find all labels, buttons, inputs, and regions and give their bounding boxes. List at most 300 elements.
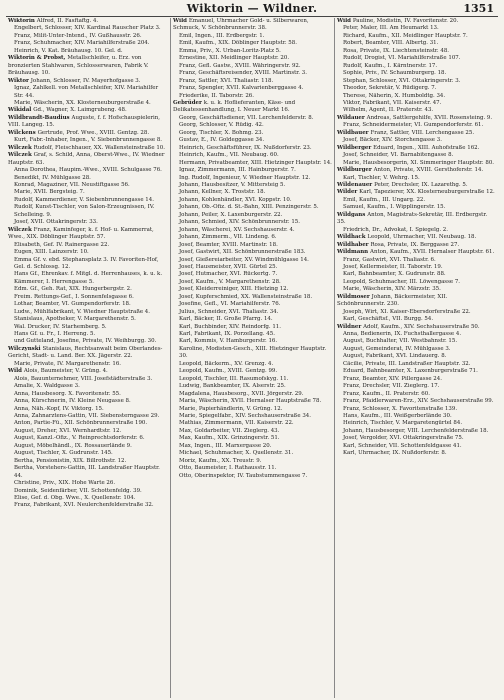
entry-details: Johann, Bäckermeister, XII. Schönbrunnerstr. 230. xyxy=(337,293,448,308)
entry-details: Karl, Bäcker, II. Große Pfarrg. 14. xyxy=(179,316,273,323)
directory-entry xyxy=(8,368,168,375)
entry-surname: Wildbrandt-Baudius xyxy=(8,114,72,121)
directory-entry xyxy=(173,137,332,144)
entry-details: Marie, Private, IV. Margarethenstr. 16. xyxy=(14,360,122,367)
entry-surname: Wildauer xyxy=(337,114,367,121)
directory-entry xyxy=(8,406,168,413)
directory-entry xyxy=(337,443,496,450)
directory-entry xyxy=(337,189,496,196)
directory-entry xyxy=(337,25,496,32)
entry-details: Rudolf, Fleischhauer, XX. Wallensteinstraße 10. xyxy=(33,144,165,151)
entry-details: Eugen, XIII. Lainzerstr. 10. xyxy=(14,249,89,256)
directory-entry xyxy=(337,204,496,211)
entry-details: Otto, Baumeister, I. Rathausstr. 11. xyxy=(179,465,277,472)
entry-details: Karl, Bahnbeamter, X. Gudrunstr. 88. xyxy=(343,271,446,278)
directory-entry xyxy=(8,40,168,47)
entry-details: Magdalena, Hausbesorg., XVII. Jörgerstr. 29. xyxy=(179,390,304,397)
entry-details: Anna Dorothea, Haupim.-Wwe., XVIII. Schulgasse 76. xyxy=(14,167,162,174)
directory-entry xyxy=(173,93,332,100)
entry-details: Elise, Gef. d. Obg. Wwe., X. Quellenstr. 104. xyxy=(14,495,136,501)
entry-details: Rudolf, Kammerdiener, V. Siebenbrunnengasse 14. xyxy=(14,196,154,203)
directory-entry xyxy=(8,55,168,77)
directory-entry xyxy=(173,249,332,256)
entry-details: Maria, Wäscherin, XVII. Hernalser Hauptstraße 78. xyxy=(179,398,322,405)
directory-entry xyxy=(173,435,332,442)
directory-entry xyxy=(8,249,168,256)
entry-surname: Wilczek xyxy=(8,226,34,233)
entry-details: Emil, Kaufm., III. Ungarg. 22. xyxy=(343,196,426,203)
directory-entry xyxy=(8,398,168,405)
entry-details: Franz, Beamter, XIV. Pillergasse 24. xyxy=(343,375,442,382)
running-title: Wiktorin — Wildner. xyxy=(186,2,318,15)
entry-details: Anton, Private, XVIII. Gersthoferstr. 14. xyxy=(373,167,484,174)
directory-entry xyxy=(173,70,332,77)
entry-surname: Wildburger xyxy=(337,167,374,174)
entry-surname: Wiktorin xyxy=(8,18,37,24)
directory-entry xyxy=(8,227,168,242)
entry-details: Marie, Wäscherin, XX. Klosterneuburgerstraße 4. xyxy=(14,99,151,106)
entry-surname: Wildgans xyxy=(337,211,368,218)
directory-entry xyxy=(337,130,496,137)
directory-entry xyxy=(173,175,332,182)
entry-details: Josef, Kaufm., V. Margarethenstr. 28. xyxy=(179,278,281,285)
directory-entry xyxy=(8,361,168,368)
entry-details: Wilhelm, Agent, II. Praterstr. 43. xyxy=(343,107,434,114)
entry-surname: Wikidal xyxy=(8,107,34,114)
directory-entry xyxy=(337,406,496,413)
directory-entry xyxy=(8,338,168,345)
directory-entry xyxy=(8,286,168,293)
entry-details: und Gutteland, Josefine, Private, IV. Weihburgg. 30. xyxy=(14,338,157,345)
directory-entry xyxy=(337,122,496,129)
directory-entry xyxy=(337,48,496,55)
directory-entry xyxy=(337,361,496,368)
directory-entry xyxy=(173,316,332,323)
directory-entry xyxy=(173,376,332,383)
header-rule xyxy=(6,16,498,17)
directory-column-3 xyxy=(334,18,498,698)
directory-entry xyxy=(337,100,496,107)
entry-details: Peter, Drechsler, IX. Lazarethg. 5. xyxy=(374,181,468,188)
entry-details: August, Gemeinderat, IV. Mühlgasse 3. xyxy=(343,345,451,352)
page-number: 1351 xyxy=(463,2,494,15)
entry-details: Ludwig, Bankbeamter, IX. Alserstr. 25. xyxy=(179,383,286,390)
entry-details: Friedrich, Dr., Advokat, I. Spiegelg. 2. xyxy=(343,226,448,233)
entry-surname: Wiktorin & Probst, xyxy=(8,55,68,62)
directory-entry xyxy=(8,182,168,189)
entry-surname: Wildenauer xyxy=(337,181,375,188)
directory-entry xyxy=(8,137,168,144)
entry-details: Marie, Spiegelfabr., XIV. Sechshauserstraße 34. xyxy=(179,413,311,420)
directory-entry xyxy=(8,324,168,331)
directory-entry xyxy=(173,264,332,271)
directory-entry xyxy=(337,55,496,62)
directory-entry xyxy=(173,331,332,338)
directory-entry xyxy=(8,316,168,323)
entry-details: Amalie, X. Waldgasse 3. xyxy=(14,383,80,390)
entry-details: Leopold, Bäckerm., XV. Grenzg. 4. xyxy=(179,360,274,367)
entry-details: Leopold, Schuhmacher, III. Löwengasse 7. xyxy=(343,278,461,285)
entry-details: Karl, Schneider, VII. Schottenfeldgasse 41. xyxy=(343,442,462,449)
directory-entry xyxy=(173,338,332,345)
entry-details: Elisabeth, Gef. IV. Rainergasse 22. xyxy=(14,241,110,248)
entry-details: Julius, Schneider, XVI. Thaliastr. 34. xyxy=(179,308,279,315)
entry-details: Josef, Gastwirt, XII. Schönbrunnerstraße 183. xyxy=(179,249,306,256)
entry-details: Rosa, Private, IX. Berggasse 27. xyxy=(370,241,460,248)
entry-details: Josef, Beamter, XVIII. Martinstr. 18. xyxy=(179,241,278,248)
entry-surname: Wildner xyxy=(337,323,364,330)
directory-entry xyxy=(173,115,332,122)
directory-entry xyxy=(173,301,332,308)
directory-entry xyxy=(337,93,496,100)
entry-details: Karoline, Modisten-Gesch., XIII. Hietzinger Hauptstr. 30. xyxy=(179,345,327,360)
directory-entry xyxy=(8,100,168,107)
directory-entry xyxy=(173,450,332,457)
entry-details: Georg, Geschäftsdiener, VII. Lerchenfelderstr. 8. xyxy=(179,114,314,121)
entry-details: Graf, s. Schild, Anna, Oberst-Wwe., IV. Wiedner Hauptstr. 63. xyxy=(8,152,165,166)
directory-entry xyxy=(337,40,496,47)
directory-entry xyxy=(8,488,168,495)
entry-details: Johann, Hausbesorger, VIII. Lerchenfelderstraße 18. xyxy=(343,427,489,434)
directory-entry xyxy=(173,189,332,196)
entry-details: Franz, Kaminfeger, k. f. Hof- u. Kammerrat, Wwe., XIX. Döblinger Hauptstr. 57. xyxy=(8,226,154,241)
entry-details: Moriz, Kaufm., XX. Treustr. 9. xyxy=(179,457,262,464)
entry-details: Hans Gf., Ehrenkav. f. Mitgl. d. Herrenhauses, k. u. k. Kämmerer, I. Herrengasse 5. xyxy=(14,271,163,285)
directory-entry xyxy=(337,18,496,25)
entry-surname: Wilczynski xyxy=(8,345,43,352)
entry-surname: Wildmoser xyxy=(337,293,372,300)
directory-entry xyxy=(8,309,168,316)
entry-details: Max, Ingen., III. Marxergasse 20. xyxy=(179,442,272,449)
entry-surname: Wild xyxy=(8,368,24,375)
entry-details: Max, Kaufm., XIX. Grinzingerstr. 51. xyxy=(179,435,280,442)
directory-entry xyxy=(337,398,496,405)
directory-entry xyxy=(173,391,332,398)
directory-entry xyxy=(337,353,496,360)
entry-details: Kurt, Fabr.-Inhaber, Ingen., V. Siebenbrunnengasse 8. xyxy=(14,137,163,144)
directory-entry xyxy=(8,346,168,361)
entry-details: Therese, Näherin, X. Humboldtg. 34. xyxy=(343,92,446,99)
entry-details: Metallschleifer, u. Erz. von bronzierten Stahlwaren, Schlosserwaren, Fabrik V. Bräuhausg. 10. xyxy=(8,55,149,77)
directory-entry xyxy=(337,242,496,249)
directory-entry xyxy=(337,286,496,293)
directory-entry xyxy=(8,48,168,55)
directory-entry xyxy=(337,63,496,70)
entry-details: Bertha, Vorstehers-Gattin, III. Landstraßer Hauptstr. 44. xyxy=(14,465,160,479)
directory-entry xyxy=(8,294,168,301)
directory-entry xyxy=(337,279,496,286)
directory-entry xyxy=(337,175,496,182)
entry-details: Josef, Hausmeister, XVII. Gürtel 25. xyxy=(179,263,278,270)
directory-entry xyxy=(8,391,168,398)
entry-details: Anton, Kaufm., XVII. Hernalser Hauptstr. 61. xyxy=(370,249,495,256)
entry-details: August, Tischler, X. Gudrunstr. 145. xyxy=(14,450,113,457)
entry-details: Pauline, Modistin, IV. Favoritenstr. 20. xyxy=(352,18,459,24)
entry-details: Eduard, Ingen., XIII. Auhofstraße 162. xyxy=(373,144,480,151)
directory-entry xyxy=(337,70,496,77)
directory-entry xyxy=(8,428,168,435)
entry-surname: Wilder xyxy=(337,189,360,196)
entry-details: Samuel, Kaufm., I. Wipplingerstr. 15. xyxy=(343,204,446,211)
entry-details: Ignaz, Zahlkell. von Metallschleifer, XIV. Mariahilfer Str. 44. xyxy=(14,85,159,99)
entry-details: Freim. Rettungs-Gef., I. Sonnenfelsgasse 6. xyxy=(14,293,134,300)
entry-details: Emanuel, Uhrmacher Gold- u. Silberwaren, Schmuck, V. Schönbrunnerstr. 38. xyxy=(173,18,309,32)
directory-entry xyxy=(8,331,168,338)
directory-entry xyxy=(173,346,332,361)
entry-details: Marie, Hausbesorgerin, XI. Simmeringer Hauptstr. 80. xyxy=(343,159,495,166)
directory-entry xyxy=(8,443,168,450)
entry-details: Stanislaus, Apotheker, V. Margarethenstr. 5. xyxy=(14,316,136,323)
directory-entry xyxy=(173,100,332,115)
entry-details: Engelbert, Schlosser, XIV. Kardinal Rauscher Platz 3. xyxy=(14,25,161,32)
directory-entry xyxy=(8,301,168,308)
entry-details: August, Kanzl.-Ofiz., V. Reinprechtsdorferstr. 6. xyxy=(14,435,145,442)
entry-surname: Gebrüder xyxy=(173,99,204,106)
directory-entry xyxy=(173,227,332,234)
entry-surname: Wiktor xyxy=(8,77,31,84)
entry-details: Heinrich, Kaufm., VII. Neubaug. 60. xyxy=(179,152,279,159)
directory-entry xyxy=(173,48,332,55)
entry-details: Franz, Gastwirt, XVI. Thaliastr. 6. xyxy=(343,256,436,263)
entry-details: Christine, Priv., XIX. Hohe Warte 26. xyxy=(14,480,116,487)
directory-entry xyxy=(173,204,332,211)
entry-details: Josef, Hutmacher, XVI. Rückertg. 7. xyxy=(179,271,278,278)
directory-entry xyxy=(173,398,332,405)
entry-details: Heinrich, Geschäftsführer, IX. Nußdorferstr. 23. xyxy=(179,144,312,151)
directory-entry xyxy=(173,428,332,435)
entry-details: Lothar, Beamter, VI. Gumpendorferstr. 18. xyxy=(14,301,131,308)
entry-details: Gustav, E., IV. Goldeggasse 34. xyxy=(179,137,265,144)
entry-details: Anna, Bedienerin, IX. Fuchsthallergasse 4. xyxy=(343,331,462,338)
entry-details: Ernestine, XII. Meidlinger Hauptstr. 20. xyxy=(179,55,290,62)
directory-entry xyxy=(337,145,496,152)
entry-details: Karl, Tapezierer, XX. Klosterneuburgerstraße 12. xyxy=(359,189,495,196)
entry-details: Wal. Drucker, IV. Starhemberg. 5. xyxy=(14,323,107,330)
entry-surname: Wild xyxy=(337,18,353,24)
directory-column-1 xyxy=(6,18,170,698)
directory-entry xyxy=(337,428,496,435)
directory-entry xyxy=(173,212,332,219)
directory-entry xyxy=(337,167,496,174)
entry-details: Franz, Kaufm., II. Praterstr. 60. xyxy=(343,390,430,397)
directory-entry xyxy=(173,242,332,249)
directory-entry xyxy=(173,55,332,62)
entry-details: Otto, Oberinspektor, IV. Taubstummengasse 7. xyxy=(179,472,308,479)
directory-entry xyxy=(8,376,168,383)
directory-entry xyxy=(8,413,168,420)
entry-details: Heinrich, V. Kat. Bräuhausg. 10. Gel. d. xyxy=(14,47,123,54)
entry-details: Josefine, Gefl., VI. Mariahilferstr. 76. xyxy=(179,301,281,308)
entry-details: August, Dreher, XVI. Wernhardtstr. 12. xyxy=(14,427,122,434)
entry-details: Leopold, Uhrmacher, VII. Neubaug. 18. xyxy=(367,234,477,241)
entry-details: Karl, Geschäftsf., VII. Burgg. 54. xyxy=(343,316,434,323)
entry-details: Johann, Hausbesitzer, V. Mittersteig 5. xyxy=(179,181,286,188)
directory-entry xyxy=(173,130,332,137)
entry-details: Josef, Bäcker, XIV. Storchengasse 3. xyxy=(343,137,442,144)
directory-entry xyxy=(337,450,496,457)
directory-entry xyxy=(8,204,168,219)
directory-entry xyxy=(173,383,332,390)
entry-details: Karl, Tischler, V. Wehrg. 15. xyxy=(343,174,420,181)
entry-details: Johann, Wäscherei, XV. Sechshauserstr. 4. xyxy=(179,226,295,233)
directory-entry xyxy=(173,368,332,375)
directory-entry xyxy=(337,331,496,338)
directory-entry xyxy=(337,316,496,323)
entry-details: Karl, Buchbinder, XIV. Reindorfg. 11. xyxy=(179,323,281,330)
entry-details: Hans, Kaufm., III. Weißgerberlände 30. xyxy=(343,413,452,420)
entry-details: Alois, Bauunternehmer, VIII. Josefstädterstraße 3. xyxy=(14,375,153,382)
directory-entry xyxy=(8,271,168,286)
entry-details: Franz, Fabrikant, XVI. Neulerchenfelderstraße 32. xyxy=(14,502,154,509)
entry-details: Anton, Magistrats-Sekretär, III. Erdbergstr. 35. xyxy=(337,211,488,226)
directory-entry xyxy=(337,376,496,383)
directory-entry xyxy=(173,473,332,480)
directory-entry xyxy=(173,294,332,301)
entry-details: Richard, Kaufm., XII. Meidlinger Hauptstr. 7. xyxy=(343,32,468,39)
directory-entry xyxy=(173,85,332,92)
directory-entry xyxy=(173,420,332,427)
entry-details: Josef, XVII. Ottakringerstr. 33. xyxy=(14,219,98,226)
directory-entry xyxy=(173,257,332,264)
entry-details: Anton, Partie-Fü., XII. Schönbrunnerstraße 190. xyxy=(14,420,148,427)
entry-details: Gertrude, Prof. Wwe., XVIII. Gentzg. 28. xyxy=(37,129,150,136)
directory-entry xyxy=(173,78,332,85)
directory-entry xyxy=(337,413,496,420)
directory-entry xyxy=(8,480,168,487)
entry-details: Theodor, Sekretär, V. Rüdigerg. 7. xyxy=(343,85,437,92)
entry-details: Josef, Kupferschmied, XX. Wallensteinstraße 18. xyxy=(179,293,313,300)
entry-details: Josef, Vergolder, XVI. Ottakringerstraße 75. xyxy=(343,435,464,442)
directory-entry xyxy=(173,145,332,152)
entry-details: Johann, Schmied, XIV. Schönbrunnerstr. 15. xyxy=(179,219,300,226)
directory-entry xyxy=(173,406,332,413)
directory-entry xyxy=(173,219,332,226)
entry-details: Emma, Priv., X. Urban-Loritz-Platz 5. xyxy=(179,47,281,54)
entry-details: Joseph, Wirt, XI. Kaiser-Ebersdorferstraße 22. xyxy=(343,308,471,315)
entry-details: Karl, Kommis, V. Hamburgerstr. 16. xyxy=(179,338,278,345)
directory-entry xyxy=(337,78,496,85)
entry-details: Auguste, f. f. Hofschauspielerin, VIII. Langeg. 15. xyxy=(8,114,160,129)
entry-details: Franz, Sattler, XVI. Thaliastr. 118. xyxy=(179,77,274,84)
directory-entry xyxy=(337,85,496,92)
entry-details: Franz, Pfaidlerwaren-Erz., XIV. Sechshauserstraße 99. xyxy=(343,398,494,405)
entry-details: Franz, Schuhmacher, XIV. Mariahilferstraße 204. xyxy=(14,40,150,47)
entry-details: Josef, Kleiderreiniger, XIII. Hietzing 12. xyxy=(179,286,289,293)
entry-details: Rudolf, Drogist, VI. Mariahilferstraße 107. xyxy=(343,55,461,62)
directory-entry xyxy=(8,420,168,427)
entry-details: Johann, Zimmerm., VII. Lindeng. 6. xyxy=(179,234,277,241)
entry-details: Josef, Kellermeister, II. Taborstr. 19. xyxy=(343,263,443,270)
directory-entry xyxy=(337,309,496,316)
entry-details: Hermann, Privatbeamter, XIII. Hietzinger Hauptstr. 14. xyxy=(179,159,332,166)
entry-details: Mathias, Zimmermann, VII. Kaiserstr. 22. xyxy=(179,420,294,427)
directory-entry xyxy=(8,130,168,137)
directory-entry xyxy=(8,495,168,502)
directory-entry xyxy=(337,182,496,189)
directory-entry xyxy=(8,175,168,182)
directory-entry xyxy=(337,271,496,278)
entry-details: Josef, Schneider, VI. Barnabitengasse 8. xyxy=(343,152,454,159)
directory-entry xyxy=(8,450,168,457)
entry-details: Josef, Gießereiarbeiter, XV. Windmühlgasse 14. xyxy=(179,256,309,263)
entry-details: Johann, Kohlenhändler, XVI. Koppstr. 10. xyxy=(179,196,292,203)
directory-entry xyxy=(173,167,332,174)
entry-details: Franz, Sattler, VIII. Lerchengasse 25. xyxy=(370,129,475,136)
entry-details: Karl, Fabrikant, IX. Porzellang. 45. xyxy=(179,331,275,338)
directory-entry xyxy=(8,18,168,25)
directory-entry xyxy=(337,152,496,159)
directory-entry xyxy=(337,435,496,442)
entry-details: Karl, Uhrmacher, IX. Nußdorferstr. 8. xyxy=(343,450,447,457)
directory-entry xyxy=(173,458,332,465)
entry-details: Johann, Schlosser, IV. Mayerhofgasse 3. xyxy=(30,77,141,84)
directory-entry xyxy=(173,63,332,70)
directory-entry xyxy=(8,257,168,272)
entry-details: Benedikt, IV. Mühlgasse 28. xyxy=(14,174,91,181)
directory-entry xyxy=(337,264,496,271)
entry-details: Leopold, Tischler, III. Rasumofskyg. 11. xyxy=(179,375,289,382)
directory-entry xyxy=(8,115,168,130)
entry-details: Peter, Maler, III. Am Heumarkt 13. xyxy=(343,25,439,32)
directory-entry xyxy=(337,212,496,227)
directory-entry xyxy=(8,219,168,226)
directory-entry xyxy=(173,279,332,286)
entry-details: Robert, Beamter, VIII. Albertg. 31. xyxy=(343,40,439,47)
directory-entry xyxy=(173,443,332,450)
entry-surname: Wilczek xyxy=(8,144,34,151)
entry-details: Bertha, Pensionistin, XIX. Billrothstr. 12. xyxy=(14,457,127,464)
directory-column-2 xyxy=(170,18,334,698)
entry-surname: Wildhack xyxy=(337,234,368,241)
directory-entry xyxy=(337,115,496,122)
entry-details: Cäcilie, Private, III. Landstraßer Hauptstr. 32. xyxy=(343,360,471,367)
entry-details: Andreas, Sattlergehilfe, XVII. Rosensteing. 9. xyxy=(366,114,493,121)
directory-columns xyxy=(6,18,498,698)
entry-details: Konrad, Magaziner, VII. Neustiftgasse 56. xyxy=(14,181,130,188)
directory-entry xyxy=(337,294,496,309)
entry-details: August, Möbelhändl., IX. Rossauerlände 9. xyxy=(14,442,132,449)
directory-entry xyxy=(8,107,168,114)
entry-details: Emma Gf. v. ebd. Stephansplatz 3. IV. Favoriten-Hof, Gel. d. Schlossg. 12. xyxy=(14,256,159,270)
entry-details: Ing. Rudolf, Ingenieur, V. Wiedner Hauptstr. 12. xyxy=(179,174,311,181)
entry-details: Rosa, Private, IX. Liechtensteinstr. 48. xyxy=(343,47,450,54)
directory-entry xyxy=(8,85,168,100)
entry-details: Heinrich, Tischler, V. Margaretengürtel 84. xyxy=(343,420,463,427)
directory-entry xyxy=(337,33,496,40)
entry-details: Anna, Hausbesorg. X. Favoritenstr. 55. xyxy=(14,390,121,397)
directory-entry xyxy=(337,346,496,353)
entry-details: Rudolf, Kunst-Tischler, von Salon-Erzeugnissen, IV. Schelleing. 9. xyxy=(14,204,155,218)
entry-details: Franz, Drechsler, VII. Zieglerg. 17. xyxy=(343,383,440,390)
directory-entry xyxy=(8,152,168,167)
directory-entry xyxy=(173,271,332,278)
directory-entry xyxy=(173,309,332,316)
entry-details: Stanislaus, Rechtsanwalt beim Oberlandes-Gericht, Stadt- u. Land. Ber. XX. Jägerstr. 22. xyxy=(8,345,163,360)
entry-details: Franz, Spengler, XVII. Kalvarienberggasse 4. xyxy=(179,85,304,92)
directory-entry xyxy=(8,435,168,442)
directory-entry xyxy=(173,33,332,40)
entry-details: Anna, Kürschnerin, IV. Kleine Neugasse 8. xyxy=(14,398,131,405)
entry-details: Johann, Kellner, X. Troststr. 18. xyxy=(179,189,266,196)
directory-entry xyxy=(173,197,332,204)
entry-surname: Wildmann xyxy=(337,249,371,256)
entry-details: Emil, Ingen., III. Erdbergstr. 1. xyxy=(179,32,265,39)
entry-details: Georg, Schlosser, V. Rüdig. 42. xyxy=(179,122,264,129)
entry-details: Viktor, Fabrikant, VII. Kaiserstr. 47. xyxy=(343,99,442,106)
directory-entry xyxy=(8,465,168,480)
entry-details: Marie, XVII. Bergsteig. 7. xyxy=(14,189,85,196)
directory-entry xyxy=(8,502,168,509)
